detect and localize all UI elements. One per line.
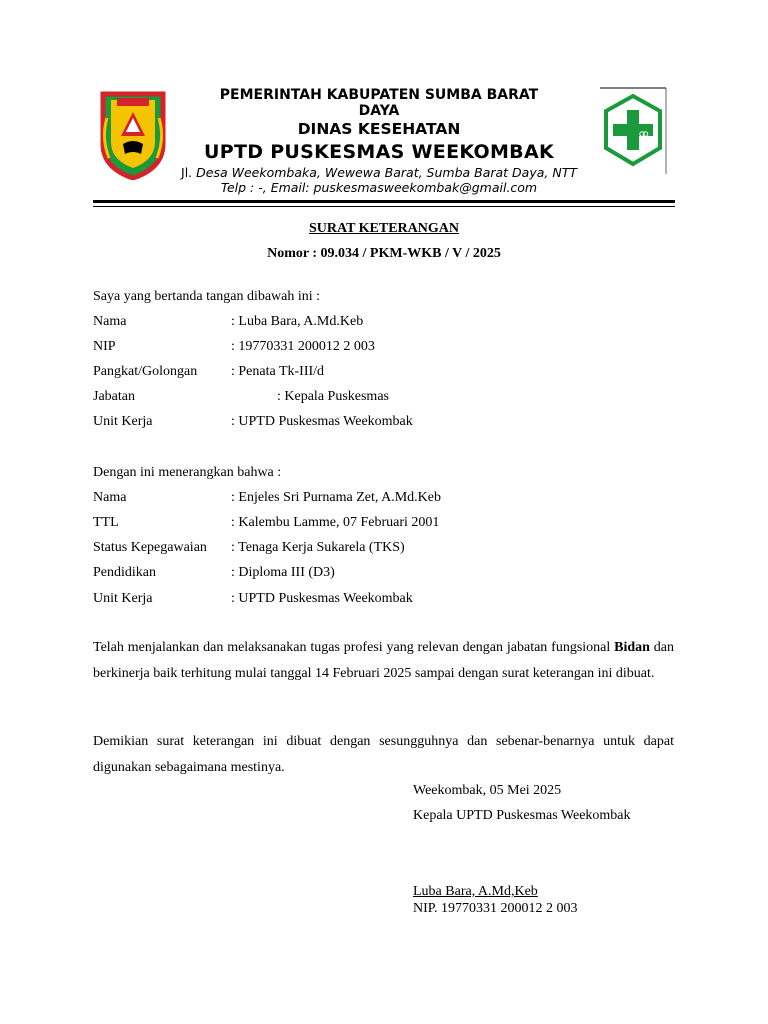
field-label: Unit Kerja [93,591,153,606]
header-divider-thin [93,206,675,207]
sumba-barat-daya-emblem-icon [97,88,169,180]
field-label: Nama [93,490,127,505]
signer-position: Kepala UPTD Puskesmas Weekombak [413,808,631,823]
letterhead [176,87,582,195]
signer-intro: Saya yang bertanda tangan dibawah ini : [93,289,321,304]
puskesmas-logo-icon [598,86,668,176]
position-name: Bidan [614,640,650,655]
address: Jl. Desa Weekombaka, Wewewa Barat, Sumba Barat Daya, NTT [181,165,577,180]
field-value: : Enjeles Sri Purnama Zet, A.Md.Keb [231,490,441,505]
place-date: Weekombak, 05 Mei 2025 [413,783,562,798]
field-label: TTL [93,515,119,530]
field-label: Pendidikan [93,565,156,580]
field-label: Nama [93,314,127,329]
field-label: Status Kepegawaian [93,540,207,555]
field-label: Pangkat/Golongan [93,364,198,379]
contact-info: Telp : -, Email: puskesmasweekombak@gmail.com [220,180,538,195]
institution-name: UPTD PUSKESMAS WEEKOMBAK [204,141,554,163]
field-label: NIP [93,339,116,354]
letter-number: Nomor : 09.034 / PKM-WKB / V / 2025 [267,246,501,261]
field-value: : Luba Bara, A.Md.Keb [231,314,364,329]
field-label: Jabatan [93,389,135,404]
subject-intro: Dengan ini menerangkan bahwa : [93,465,282,480]
field-value: : Kepala Puskesmas [277,389,389,404]
department-name: DINAS KESEHATAN [297,120,461,138]
field-label: Unit Kerja [93,414,153,429]
header-divider-thick [93,200,675,203]
field-value: : Diploma III (D3) [231,565,335,580]
field-value: : UPTD Puskesmas Weekombak [231,414,413,429]
letter-title: SURAT KETERANGAN [308,221,459,236]
signer-nip: NIP. 19770331 200012 2 003 [413,901,578,916]
field-value: : Tenaga Kerja Sukarela (TKS) [231,540,405,555]
signer-name: Luba Bara, A.Md,Keb [413,884,538,899]
field-value: : UPTD Puskesmas Weekombak [231,591,413,606]
field-value: : Kalembu Lamme, 07 Februari 2001 [231,515,440,530]
government-name: PEMERINTAH KABUPATEN SUMBA BARAT [219,87,539,103]
closing-paragraph: Demikian surat keterangan ini dibuat dengan sesungguhnya dan sebenar-benarnya untuk dapat digunakan sebagaimana mestinya. [93,734,674,775]
field-value: : 19770331 200012 2 003 [231,339,375,354]
body-paragraph: Telah menjalankan dan melaksanakan tugas profesi yang relevan dengan jabatan fungsional Bidan dan berkinerja baik terhitung mulai tanggal 14 Februari 2025 sampai dengan surat keterangan ini dibuat. [93,640,675,681]
government-name-cont: DAYA [358,103,400,119]
field-value: : Penata Tk-III/d [231,364,325,379]
